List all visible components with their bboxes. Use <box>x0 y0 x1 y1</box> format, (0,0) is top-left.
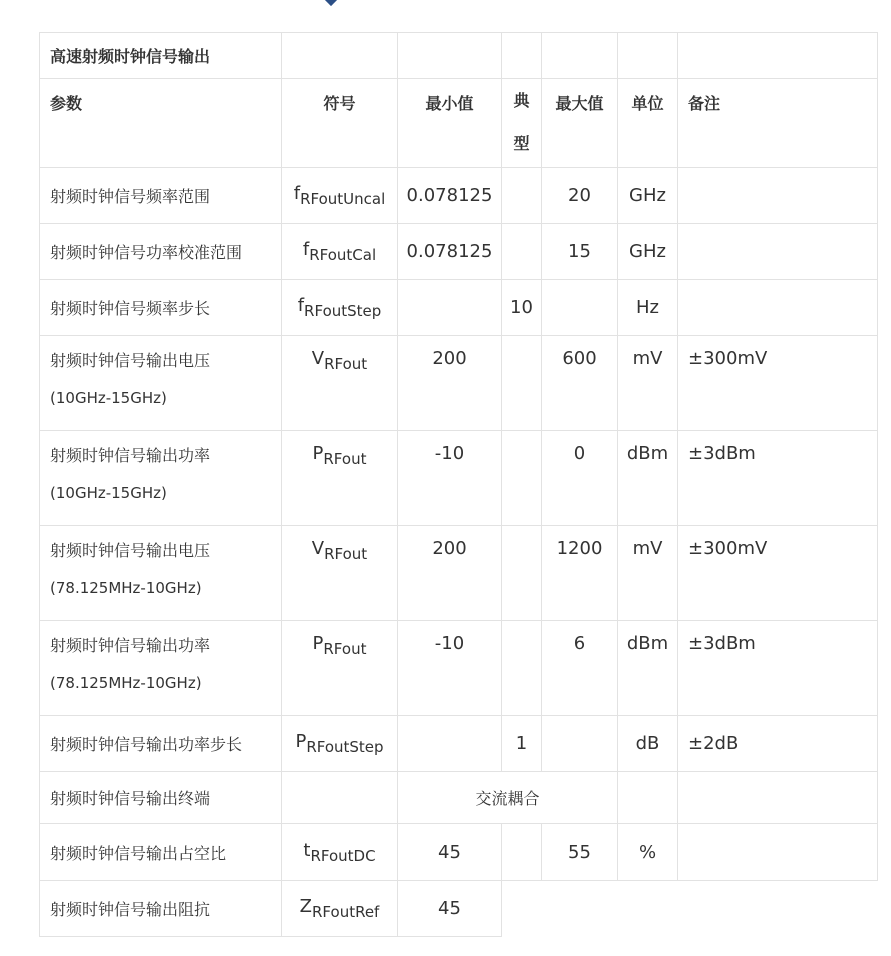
param-name: 射频时钟信号输出功率步长 <box>50 735 243 754</box>
symbol-sub: RFoutRef <box>312 903 380 921</box>
header-symbol: 符号 <box>282 79 398 168</box>
table-header-row <box>40 79 878 168</box>
symbol-main: Z <box>299 896 312 917</box>
duty-symbol <box>282 824 398 881</box>
header-typ-line2: 型 <box>513 134 530 153</box>
symbol-sub: RFout <box>323 450 367 468</box>
param-cell <box>40 431 282 526</box>
note-value: ±2dB <box>678 716 878 772</box>
symbol-sub: RFoutCal <box>309 246 377 264</box>
impedance-symbol <box>282 881 398 937</box>
header-typ <box>502 79 542 168</box>
unit-value: mV <box>618 336 678 431</box>
symbol-sub: RFout <box>323 640 367 658</box>
param-cell <box>40 336 282 431</box>
typ-value <box>502 621 542 716</box>
table-row <box>40 224 878 280</box>
symbol-sub: RFout <box>324 355 368 373</box>
table-row <box>40 280 878 336</box>
param-cell <box>40 224 282 280</box>
top-marker-icon <box>324 0 338 6</box>
duty-min: 45 <box>398 824 502 881</box>
symbol-main: P <box>295 731 307 752</box>
duty-name: 射频时钟信号输出占空比 <box>40 824 282 881</box>
min-value: 0.078125 <box>398 224 502 280</box>
symbol-sub: RFoutStep <box>304 302 382 320</box>
note-value <box>678 168 878 224</box>
symbol-main: f <box>297 295 305 316</box>
unit-value: mV <box>618 526 678 621</box>
typ-value <box>502 168 542 224</box>
table-row-termination <box>40 772 878 824</box>
symbol-main: V <box>311 348 325 369</box>
min-value: -10 <box>398 621 502 716</box>
min-value <box>398 280 502 336</box>
duty-max: 55 <box>542 824 618 881</box>
min-value: 0.078125 <box>398 168 502 224</box>
duty-unit: % <box>618 824 678 881</box>
unit-value: dBm <box>618 621 678 716</box>
impedance-min: 45 <box>398 881 502 937</box>
symbol-main: f <box>293 183 301 204</box>
typ-value <box>502 526 542 621</box>
typ-value <box>502 336 542 431</box>
param-cell <box>40 526 282 621</box>
note-value: ±3dBm <box>678 621 878 716</box>
table-row <box>40 168 878 224</box>
min-value: 200 <box>398 526 502 621</box>
symbol-sub: RFoutStep <box>306 738 384 756</box>
typ-value <box>502 431 542 526</box>
max-value: 6 <box>542 621 618 716</box>
symbol-cell <box>282 621 398 716</box>
note-value <box>678 280 878 336</box>
param-name: 射频时钟信号功率校准范围 <box>50 243 243 262</box>
param-name: 射频时钟信号输出功率 <box>50 636 211 655</box>
unit-value: dB <box>618 716 678 772</box>
table-row <box>40 336 878 431</box>
max-value <box>542 280 618 336</box>
symbol-cell <box>282 280 398 336</box>
table-row <box>40 716 878 772</box>
symbol-main: P <box>312 443 324 464</box>
symbol-main: t <box>303 839 311 861</box>
min-value <box>398 716 502 772</box>
impedance-name: 射频时钟信号输出阻抗 <box>40 881 282 937</box>
header-param: 参数 <box>40 79 282 168</box>
termination-value: 交流耦合 <box>398 772 618 824</box>
header-typ-line1: 典 <box>513 91 530 110</box>
max-value: 15 <box>542 224 618 280</box>
param-range: (78.125MHz-10GHz) <box>50 579 202 597</box>
param-cell <box>40 280 282 336</box>
param-range: (10GHz-15GHz) <box>50 484 167 502</box>
note-value: ±300mV <box>678 336 878 431</box>
symbol-sub: RFoutUncal <box>300 190 386 208</box>
symbol-main: f <box>302 239 310 260</box>
symbol-cell <box>282 336 398 431</box>
note-value: ±300mV <box>678 526 878 621</box>
header-note: 备注 <box>678 79 878 168</box>
header-max: 最大值 <box>542 79 618 168</box>
symbol-sub: RFout <box>324 545 368 563</box>
max-value: 0 <box>542 431 618 526</box>
note-value: ±3dBm <box>678 431 878 526</box>
min-value: 200 <box>398 336 502 431</box>
max-value: 1200 <box>542 526 618 621</box>
symbol-main: P <box>312 633 324 654</box>
max-value <box>542 716 618 772</box>
max-value: 20 <box>542 168 618 224</box>
param-cell <box>40 716 282 772</box>
unit-value: GHz <box>618 224 678 280</box>
header-unit: 单位 <box>618 79 678 168</box>
symbol-cell <box>282 526 398 621</box>
table-row-duty <box>40 824 878 881</box>
unit-value: Hz <box>618 280 678 336</box>
symbol-cell <box>282 224 398 280</box>
param-cell <box>40 168 282 224</box>
param-name: 射频时钟信号频率范围 <box>50 187 211 206</box>
param-name: 射频时钟信号频率步长 <box>50 299 211 318</box>
table-row <box>40 621 878 716</box>
symbol-cell <box>282 168 398 224</box>
note-value <box>678 224 878 280</box>
table-title-row <box>40 33 878 79</box>
table-row <box>40 526 878 621</box>
table-row <box>40 431 878 526</box>
table-row-impedance <box>40 881 878 937</box>
typ-value: 1 <box>502 716 542 772</box>
param-name: 射频时钟信号输出功率 <box>50 446 211 465</box>
unit-value: GHz <box>618 168 678 224</box>
table-title: 高速射频时钟信号输出 <box>40 33 282 79</box>
symbol-main: V <box>311 538 325 559</box>
header-min: 最小值 <box>398 79 502 168</box>
symbol-cell <box>282 716 398 772</box>
termination-name: 射频时钟信号输出终端 <box>40 772 282 824</box>
unit-value: dBm <box>618 431 678 526</box>
spec-table <box>39 32 878 937</box>
param-range: (78.125MHz-10GHz) <box>50 674 202 692</box>
symbol-cell <box>282 431 398 526</box>
typ-value <box>502 224 542 280</box>
max-value: 600 <box>542 336 618 431</box>
param-name: 射频时钟信号输出电压 <box>50 351 211 370</box>
typ-value: 10 <box>502 280 542 336</box>
symbol-sub: RFoutDC <box>310 846 376 865</box>
param-range: (10GHz-15GHz) <box>50 389 167 407</box>
param-cell <box>40 621 282 716</box>
param-name: 射频时钟信号输出电压 <box>50 541 211 560</box>
min-value: -10 <box>398 431 502 526</box>
